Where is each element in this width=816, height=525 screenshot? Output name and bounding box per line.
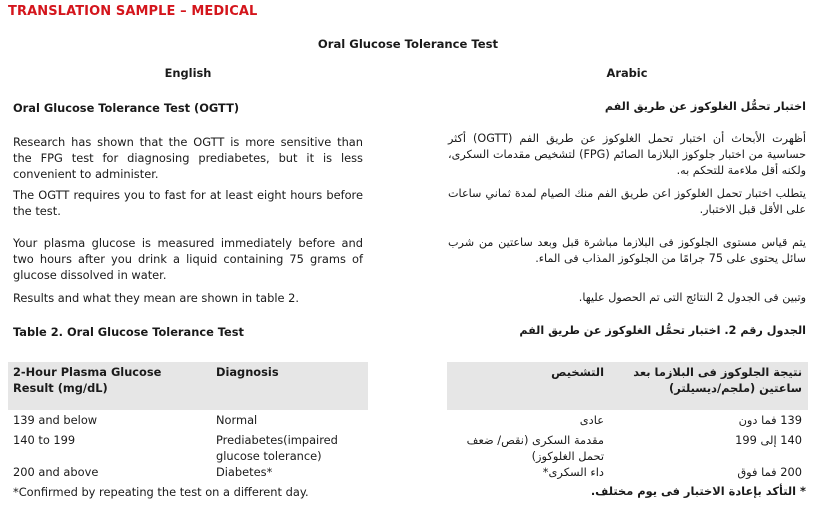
arabic-paragraph-4: وتبين فى الجدول 2 النتائج التى تم الحصول عليها. <box>578 291 806 304</box>
english-row-3-result: 200 and above <box>13 465 99 479</box>
arabic-row-2-result: 140 إلى 199 <box>735 433 802 447</box>
arabic-row-1-diagnosis: عادى <box>579 413 604 427</box>
english-table-title: Table 2. Oral Glucose Tolerance Test <box>13 325 244 339</box>
english-paragraph-1: Research has shown that the OGTT is more sensitive than the FPG test for diagnosing prediabetes, but it is less convenient to administer. <box>13 135 363 181</box>
arabic-paragraph-2: يتطلب اختبار تحمل الغلوكوز اعن طريق الفم منك الصيام لمدة ثماني ساعات على الأقل قبل الاختبار. <box>448 187 806 216</box>
arabic-row-1-result: 139 فما دون <box>738 413 802 427</box>
english-section-heading: Oral Glucose Tolerance Test (OGTT) <box>13 101 240 115</box>
document-title: Oral Glucose Tolerance Test <box>317 37 499 51</box>
arabic-table-header-diagnosis: التشخيص <box>551 365 604 379</box>
arabic-footnote: * التأكد بإعادة الاختبار فى يوم مختلف. <box>590 484 806 498</box>
arabic-row-3-result: 200 فما فوق <box>737 465 802 479</box>
english-row-2-result: 140 to 199 <box>13 433 76 447</box>
english-column-heading: English <box>164 66 212 80</box>
english-row-3-diagnosis: Diabetes* <box>216 465 273 479</box>
english-table-header-result: 2-Hour Plasma Glucose Result (mg/dL) <box>13 365 162 395</box>
arabic-section-heading: اختبار تحمُّل الغلوكوز عن طريق الفم <box>604 100 806 113</box>
document-header: TRANSLATION SAMPLE – MEDICAL <box>8 4 258 19</box>
arabic-table-title: الجدول رقم 2. اختبار تحمُّل الغلوكوز عن طريق الفم <box>519 324 806 337</box>
arabic-paragraph-1: أظهرت الأبحاث أن اختبار تحمل الغلوكوز عن طريق الفم (OGTT) أكثر حساسية من اختبار جلوكوز البلازما الصائم (FPG) لتشخيص مقدمات السكرى، ولكنه أقل ملاءمة للتحكم به. <box>448 132 807 177</box>
english-footnote: *Confirmed by repeating the test on a different day. <box>13 485 309 499</box>
english-paragraph-4: Results and what they mean are shown in table 2. <box>13 291 300 305</box>
english-row-1-result: 139 and below <box>13 413 98 427</box>
arabic-row-2-diagnosis: مقدمة السكرى (نقص/ ضعف تحمل الغلوكوز) <box>466 433 604 463</box>
english-paragraph-3: Your plasma glucose is measured immediately before and two hours after you drink a liquid containing 75 grams of glucose dissolved in water. <box>13 236 363 282</box>
arabic-paragraph-3: يتم قياس مستوى الجلوكوز فى البلازما مباشرة قبل وبعد ساعتين من شرب سائل يحتوى على 75 جرامًا من الجلوكوز المذاب فى الماء. <box>448 236 806 265</box>
arabic-row-3-diagnosis: داء السكرى* <box>542 465 604 479</box>
arabic-column-heading: Arabic <box>606 66 648 80</box>
english-table-header-diagnosis: Diagnosis <box>216 365 279 379</box>
arabic-table-header-result: نتيجة الجلوكوز فى البلازما بعد ساعتين (ملجم/ديسيلتر) <box>633 365 802 395</box>
english-row-1-diagnosis: Normal <box>216 413 258 427</box>
english-row-2-diagnosis: Prediabetes(impaired glucose tolerance) <box>216 433 338 463</box>
english-paragraph-2: The OGTT requires you to fast for at least eight hours before the test. <box>13 188 363 218</box>
